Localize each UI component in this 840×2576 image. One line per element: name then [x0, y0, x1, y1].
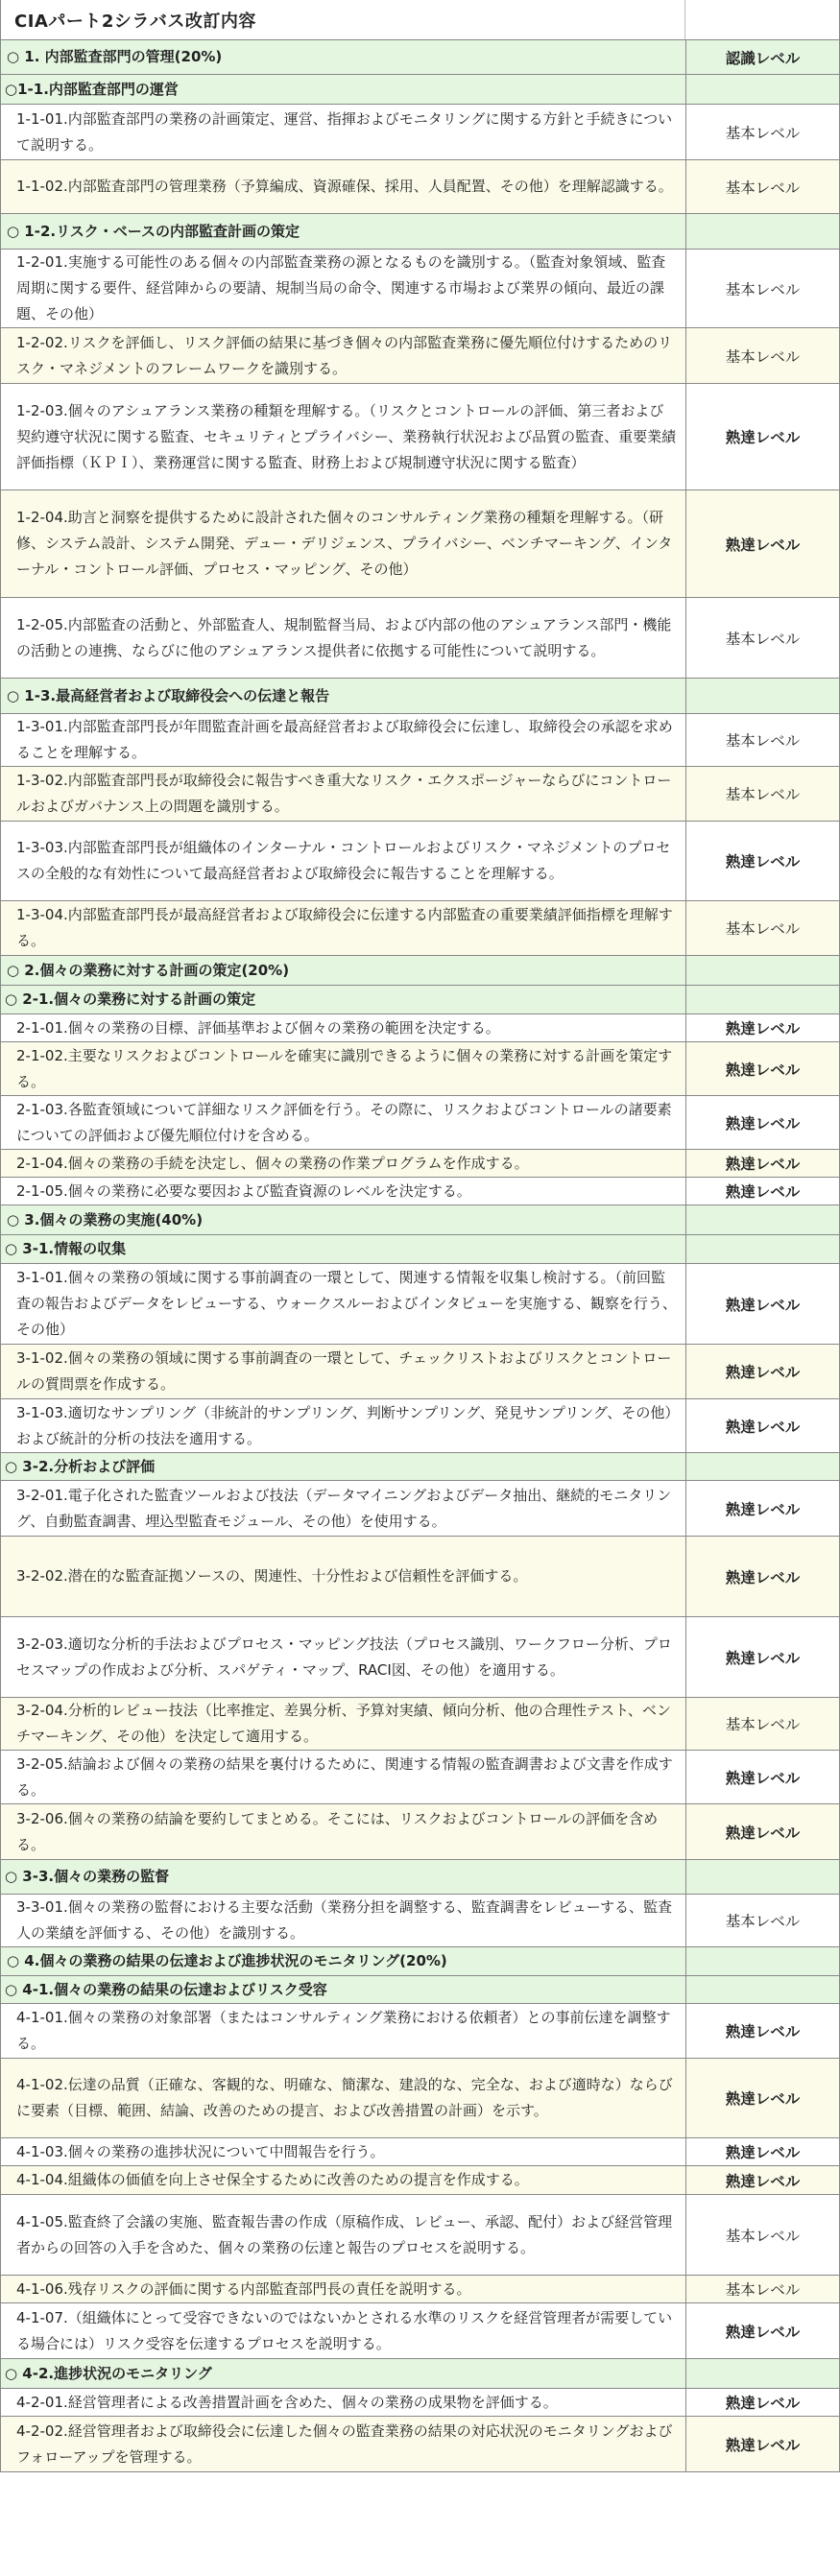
section-title: ○ 3-3.個々の業務の監督 [5, 1868, 170, 1885]
topic-text: 3-2-04.分析的レビュー技法（比率推定、差異分析、予算対実績、傾向分析、他の合理性テスト、ベンチマーキング、その他）を決定して適用する。 [16, 1702, 671, 1745]
level-cell: 熟達レベル [685, 1481, 839, 1536]
topic-text: 4-1-04.組織体の価値を向上させ保全するために改善のための提言を作成する。 [16, 2171, 529, 2188]
level-cell: 熟達レベル [685, 822, 839, 900]
section-title: ○ 4-1.個々の業務の結果の伝達およびリスク受容 [5, 1980, 327, 1998]
level-cell: 基本レベル [685, 2276, 839, 2302]
title-row [1, 0, 839, 40]
page-title: CIAパート2シラバス改訂内容 [14, 11, 256, 32]
topic-text: 2-1-02.主要なリスクおよびコントロールを確実に識別できるように個々の業務に対する計画を策定する。 [16, 1046, 673, 1090]
section-header-row [1, 214, 839, 250]
topic-text: 3-1-02.個々の業務の領域に関する事前調査の一環として、チェックリストおよびリスクとコントロールの質問票を作成する。 [16, 1349, 672, 1393]
table-row [1, 1014, 839, 1042]
section-title: ○1-1.内部監査部門の運営 [5, 80, 179, 98]
topic-text: 2-1-03.各監査領域について詳細なリスク評価を行う。その際に、リスクおよびコントロールの諸要素についての評価および優先順位付けを含める。 [16, 1100, 672, 1144]
section-header-row [1, 1205, 839, 1235]
level-cell [685, 1860, 839, 1894]
level-cell [685, 679, 839, 713]
level-cell: 認識レベル [685, 40, 839, 74]
table-row [1, 598, 839, 679]
table-row [1, 328, 839, 384]
topic-text: 1-2-03.個々のアシュアランス業務の種類を理解する。（リスクとコントロールの評価、第三者および契約遵守状況に関する監査、セキュリティとプライバシー、業務執行状況および品質の監査、重要業績評価指標（ＫＰＩ）、業務運営に関する監査、財務上および規制遵守状況に関する監査） [16, 401, 677, 471]
topic-text: 4-2-02.経営管理者および取締役会に伝達した個々の監査業務の結果の対応状況のモニタリングおよびフォローアップを管理する。 [16, 2421, 673, 2466]
topic-text: 1-1-02.内部監査部門の管理業務（予算編成、資源確保、採用、人員配置、その他）を理解認識する。 [16, 178, 673, 195]
section-header-row [1, 1947, 839, 1976]
topic-text: 4-1-03.個々の業務の進捗状況について中間報告を行う。 [16, 2142, 385, 2160]
topic-text: 3-2-02.潜在的な監査証拠ソースの、関連性、十分性および信頼性を評価する。 [16, 1567, 528, 1585]
table-row [1, 2417, 839, 2472]
level-cell: 基本レベル [685, 1895, 839, 1946]
section-title: ○ 1-2.リスク・ベースの内部監査計画の策定 [7, 222, 300, 240]
topic-text: 4-1-06.残存リスクの評価に関する内部監査部門長の責任を説明する。 [16, 2279, 471, 2298]
table-row [1, 1264, 839, 1345]
level-cell: 熟達レベル [685, 2303, 839, 2358]
level-cell: 熟達レベル [685, 490, 839, 597]
topic-text: 2-1-04.個々の業務の手続を決定し、個々の業務の作業プログラムを作成する。 [16, 1154, 529, 1172]
level-cell [685, 1235, 839, 1263]
syllabus-table [1, 40, 839, 2472]
table-row [1, 2166, 839, 2195]
topic-text: 4-1-01.個々の業務の対象部署（またはコンサルティング業務における依頼者）との事前伝達を調整する。 [16, 2009, 671, 2052]
topic-text: 1-3-04.内部監査部門長が最高経営者および取締役会に伝達する内部監査の重要業績評価指標を理解する。 [16, 906, 673, 949]
section-title: ○ 3-1.情報の収集 [5, 1240, 127, 1257]
section-title: ○ 2.個々の業務に対する計画の策定(20%) [7, 961, 290, 979]
level-cell: 熟達レベル [685, 1751, 839, 1803]
topic-text: 4-2-01.経営管理者による改善措置計画を含めた、個々の業務の成果物を評価する。 [16, 2393, 558, 2411]
section-title: ○ 1. 内部監査部門の管理(20%) [7, 48, 223, 65]
topic-text: 3-2-01.電子化された監査ツールおよび技法（データマイニングおよびデータ抽出、継続的モニタリング、自動監査調書、埋込型監査モジュール、その他）を使用する。 [16, 1486, 672, 1530]
level-cell: 基本レベル [685, 250, 839, 327]
level-cell [685, 75, 839, 104]
topic-text: 1-3-02.内部監査部門長が取締役会に報告すべき重大なリスク・エクスポージャーならびにコントロールおよびガバナンス上の問題を識別する。 [16, 772, 672, 815]
table-row [1, 1804, 839, 1860]
table-row [1, 1537, 839, 1617]
table-row [1, 1150, 839, 1178]
level-cell: 熟達レベル [685, 384, 839, 489]
table-row [1, 767, 839, 822]
level-cell: 基本レベル [685, 767, 839, 821]
table-row [1, 1895, 839, 1947]
level-cell: 熟達レベル [685, 1042, 839, 1095]
table-row [1, 105, 839, 160]
subsection-header-row [1, 1860, 839, 1895]
table-row [1, 2059, 839, 2138]
topic-text: 3-1-01.個々の業務の領域に関する事前調査の一環として、関連する情報を収集し検討する。（前回監査の報告およびデータをレビューする、ウォークスルーおよびインタビューを実施する、観察を行う、その他） [16, 1269, 677, 1338]
table-row [1, 2004, 839, 2059]
level-cell: 熟達レベル [685, 1345, 839, 1398]
topic-text: 4-1-02.伝達の品質（正確な、客観的な、明確な、簡潔な、建設的な、完全な、および適時な）ならびに要素（目標、範囲、結論、改善のための提言、および改善措置の計画）を示す。 [16, 2076, 673, 2119]
table-row [1, 1399, 839, 1453]
level-cell: 熟達レベル [685, 2389, 839, 2416]
level-cell: 熟達レベル [685, 1096, 839, 1149]
section-header-row [1, 956, 839, 986]
table-row [1, 490, 839, 598]
topic-text: 1-2-04.助言と洞察を提供するために設計された個々のコンサルティング業務の種類を理解する。（研修、システム設計、システム開発、デュー・デリジェンス、プライバシー、ベンチマーキング、インターナル・コントロール評価、プロセス・マッピング、その他） [16, 509, 673, 578]
table-row [1, 2138, 839, 2166]
topic-text: 4-1-05.監査終了会議の実施、監査報告書の作成（原稿作成、レビュー、承認、配付）および経営管理者からの回答の入手を含めた、個々の業務の伝達と報告のプロセスを説明する。 [16, 2212, 673, 2256]
topic-text: 1-2-01.実施する可能性のある個々の内部監査業務の源となるものを識別する。（監査対象領域、監査周期に関する要件、経営陣からの要請、規制当局の命令、関連する市場および業界の傾向、最近の課題、その他） [16, 253, 666, 322]
table-row [1, 1096, 839, 1150]
topic-text: 1-1-01.内部監査部門の業務の計画策定、運営、指揮およびモニタリングに関する方針と手続きについて説明する。 [16, 109, 673, 154]
level-cell [685, 2359, 839, 2388]
subsection-header-row [1, 1976, 839, 2004]
topic-text: 3-2-06.個々の業務の結論を要約してまとめる。そこには、リスクおよびコントロールの評価を含める。 [16, 1809, 659, 1853]
section-title: ○ 1-3.最高経営者および取締役会への伝達と報告 [7, 686, 330, 704]
topic-text: 2-1-05.個々の業務に必要な要因および監査資源のレベルを決定する。 [16, 1181, 471, 1200]
level-cell: 基本レベル [685, 328, 839, 383]
table-row [1, 2389, 839, 2417]
table-row [1, 2195, 839, 2276]
level-cell [685, 1453, 839, 1480]
table-row [1, 901, 839, 956]
section-header-row [1, 40, 839, 75]
level-cell [685, 986, 839, 1014]
topic-text: 2-1-01.個々の業務の目標、評価基準および個々の業務の範囲を決定する。 [16, 1018, 500, 1037]
table-row [1, 160, 839, 214]
level-cell: 熟達レベル [685, 2059, 839, 2137]
section-title: ○ 4.個々の業務の結果の伝達および進捗状況のモニタリング(20%) [7, 1952, 447, 1969]
level-cell: 熟達レベル [685, 2138, 839, 2165]
title-blank-cell [684, 0, 839, 39]
table-row [1, 822, 839, 901]
topic-text: 3-1-03.適切なサンプリング（非統計的サンプリング、判断サンプリング、発見サンプリング、その他）および統計的分析の技法を適用する。 [16, 1403, 672, 1447]
table-row [1, 2303, 839, 2359]
topic-text: 3-2-03.適切な分析的手法およびプロセス・マッピング技法（プロセス識別、ワークフロー分析、プロセスマップの作成および分析、スパゲティ・マップ、RACI図、その他）を適用する。 [16, 1634, 672, 1679]
level-cell [685, 1205, 839, 1234]
table-row [1, 1178, 839, 1205]
level-cell [685, 1947, 839, 1975]
level-cell [685, 214, 839, 249]
level-cell [685, 1976, 839, 2003]
level-cell: 熟達レベル [685, 1014, 839, 1041]
level-cell: 熟達レベル [685, 1804, 839, 1859]
level-cell: 熟達レベル [685, 1150, 839, 1177]
table-row [1, 1617, 839, 1698]
topic-text: 1-3-01.内部監査部門長が年間監査計画を最高経営者および取締役会に伝達し、取締役会の承認を求めることを理解する。 [16, 718, 673, 761]
topic-text: 1-2-05.内部監査の活動と、外部監査人、規制監督当局、および内部の他のアシュアランス部門・機能の活動との連携、ならびに他のアシュアランス提供者に依拠する可能性について説明する。 [16, 615, 672, 659]
topic-text: 3-3-01.個々の業務の監督における主要な活動（業務分担を調整する、監査調書をレビューする、監査人の業績を評価する、その他）を識別する。 [16, 1898, 673, 1942]
section-title: ○ 3-2.分析および評価 [5, 1457, 156, 1475]
topic-text: 1-2-02.リスクを評価し、リスク評価の結果に基づき個々の内部監査業務に優先順位付けするためのリスク・マネジメントのフレームワークを識別する。 [16, 333, 673, 377]
section-header-row [1, 679, 839, 714]
table-row [1, 1751, 839, 1804]
table-row [1, 714, 839, 767]
level-cell: 熟達レベル [685, 1617, 839, 1697]
level-cell: 基本レベル [685, 714, 839, 766]
subsection-header-row [1, 2359, 839, 2389]
section-title: ○ 4-2.進捗状況のモニタリング [5, 2364, 212, 2382]
level-cell: 熟達レベル [685, 1178, 839, 1205]
level-cell: 基本レベル [685, 901, 839, 955]
level-cell: 熟達レベル [685, 1537, 839, 1616]
level-cell: 基本レベル [685, 105, 839, 159]
table-row [1, 1042, 839, 1096]
topic-text: 4-1-07.（組織体にとって受容できないのではないかとされる水準のリスクを経営管理者が需要している場合には）リスク受容を伝達するプロセスを説明する。 [16, 2308, 673, 2352]
topic-text: 1-3-03.内部監査部門長が組織体のインターナル・コントロールおよびリスク・マネジメントのプロセスの全般的な有効性について最高経営者および取締役会に報告することを理解する。 [16, 839, 671, 882]
level-cell: 基本レベル [685, 2195, 839, 2275]
subsection-header-row [1, 1235, 839, 1264]
level-cell: 熟達レベル [685, 2417, 839, 2471]
table-row [1, 1345, 839, 1399]
subsection-header-row [1, 986, 839, 1014]
level-cell: 熟達レベル [685, 1264, 839, 1344]
level-cell: 熟達レベル [685, 2166, 839, 2194]
section-title: ○ 2-1.個々の業務に対する計画の策定 [5, 990, 256, 1008]
level-cell: 熟達レベル [685, 2004, 839, 2058]
subsection-header-row [1, 1453, 839, 1481]
table-row [1, 1698, 839, 1751]
level-cell: 基本レベル [685, 1698, 839, 1750]
level-cell: 熟達レベル [685, 1399, 839, 1452]
level-cell [685, 956, 839, 985]
table-row [1, 2276, 839, 2303]
table-row [1, 250, 839, 328]
table-row [1, 1481, 839, 1537]
subsection-header-row [1, 75, 839, 105]
section-title: ○ 3.個々の業務の実施(40%) [7, 1210, 204, 1228]
level-cell: 基本レベル [685, 160, 839, 213]
level-cell: 基本レベル [685, 598, 839, 678]
table-row [1, 384, 839, 490]
topic-text: 3-2-05.結論および個々の業務の結果を裏付けるために、関連する情報の監査調書および文書を作成する。 [16, 1754, 673, 1799]
